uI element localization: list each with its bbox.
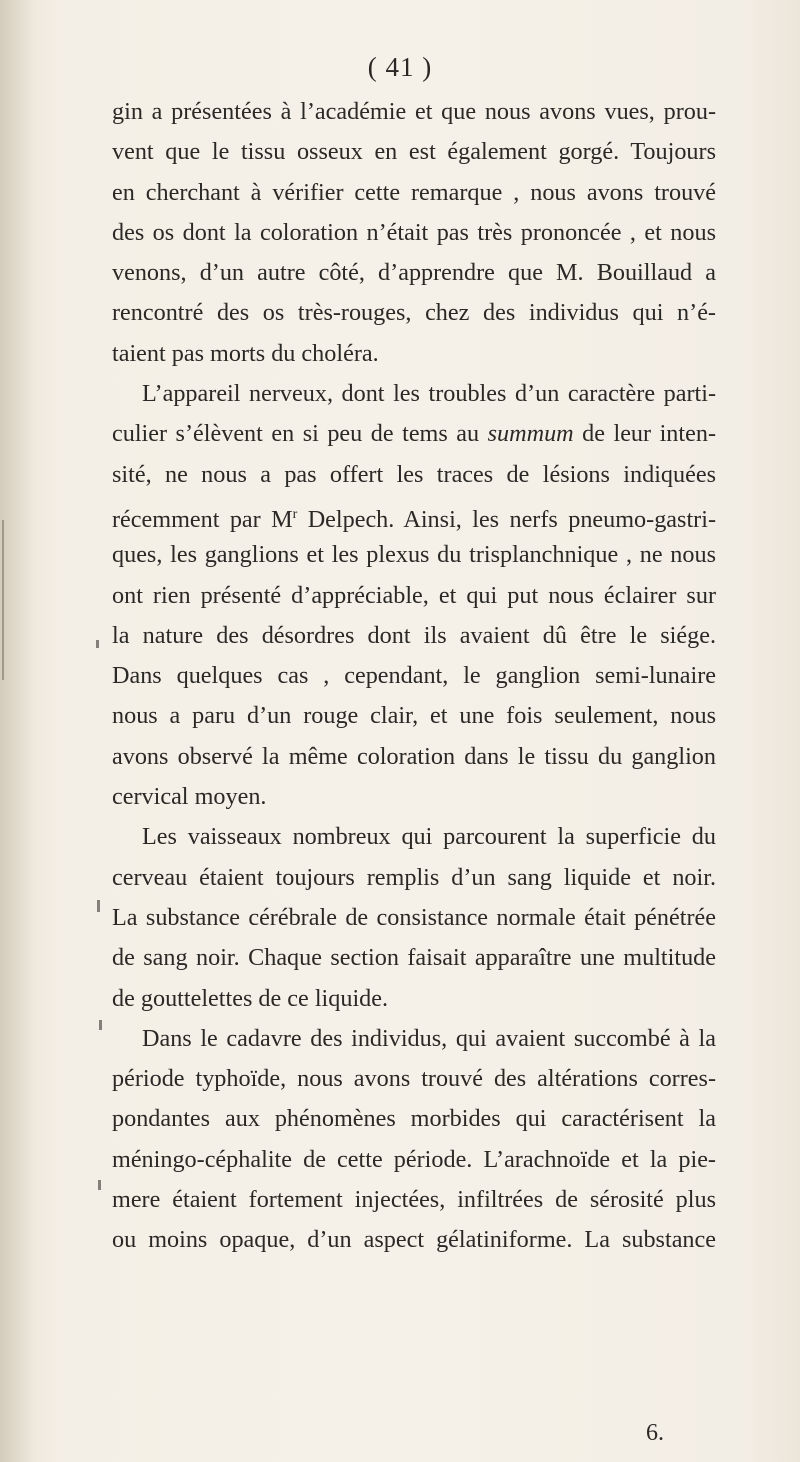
text-line: La substance cérébrale de consistance normale était pénétrée (112, 903, 716, 931)
page-number: ( 41 ) (367, 52, 433, 82)
speck-mark (98, 1180, 101, 1190)
text-line: ques, les ganglions et les plexus du trisplanchnique , ne nous (112, 541, 716, 569)
speck-mark (96, 640, 99, 648)
text-line: cerveau étaient toujours remplis d’un sang liquide et noir. (112, 863, 716, 891)
text-line: méningo-céphalite de cette période. L’arachnoïde et la pie- (112, 1145, 716, 1173)
text-line: taient pas morts du choléra. (112, 339, 379, 367)
text-line: avons observé la même coloration dans le tissu du ganglion (112, 742, 716, 770)
text-line: de gouttelettes de ce liquide. (112, 984, 389, 1012)
text-line: vent que le tissu osseux en est également gorgé. Toujours (112, 138, 716, 166)
text-line: nous a paru d’un rouge clair, et une fois seulement, nous (112, 702, 716, 730)
text-line: en cherchant à vérifier cette remarque , nous avons trouvé (112, 178, 716, 206)
text-line: la nature des désordres dont ils avaient dû être le siége. (112, 621, 716, 649)
text-line: de sang noir. Chaque section faisait apparaître une multitude (112, 944, 716, 972)
paragraph-start-line: L’appareil nerveux, dont les troubles d’un caractère parti- (142, 380, 716, 408)
text-fragment: culier s’élèvent en si peu de tems au summum de leur inten- (112, 420, 717, 448)
text-line: rencontré des os très-rouges, chez des individus qui n’é- (112, 299, 716, 327)
text-line: période typhoïde, nous avons trouvé des altérations corres- (112, 1065, 716, 1093)
latin-term: summum (487, 420, 574, 448)
abbreviation-superscript: r (292, 506, 298, 522)
text-line: ou moins opaque, d’un aspect gélatiniforme. La substance (112, 1226, 716, 1254)
text-line: venons, d’un autre côté, d’apprendre que M. Bouillaud a (112, 259, 716, 287)
text-line: ont rien présenté d’appréciable, et qui put nous éclairer sur (112, 581, 716, 609)
text-line: gin a présentées à l’académie et que nous avons vues, prou- (112, 98, 716, 125)
text-line: sité, ne nous a pas offert les traces de lésions indiquées (112, 460, 716, 488)
signature-mark: 6. (646, 1420, 664, 1446)
body-text (112, 92, 716, 1261)
text-line: des os dont la coloration n’était pas très prononcée , et nous (112, 218, 716, 246)
gutter-artifact (2, 520, 4, 680)
text-line: Dans quelques cas , cependant, le ganglion semi-lunaire (112, 662, 716, 690)
text-line: cervical moyen. (112, 783, 267, 811)
text-line (112, 414, 716, 454)
paragraph-start-line: Dans le cadavre des individus, qui avaient succombé à la (142, 1024, 716, 1052)
speck-mark (97, 900, 100, 912)
text-line: pondantes aux phénomènes morbides qui caractérisent la (112, 1105, 716, 1133)
text-line: récemment par $M^r$ Delpech. Ainsi, les nerfs pneumo-gastri- (112, 506, 716, 534)
speck-mark (99, 1020, 102, 1030)
paragraph-start-line: Les vaisseaux nombreux qui parcourent la superficie du (142, 823, 716, 851)
gutter-shadow (0, 0, 34, 1462)
text-line: mere étaient fortement injectées, infiltrées de sérosité plus (112, 1186, 716, 1214)
